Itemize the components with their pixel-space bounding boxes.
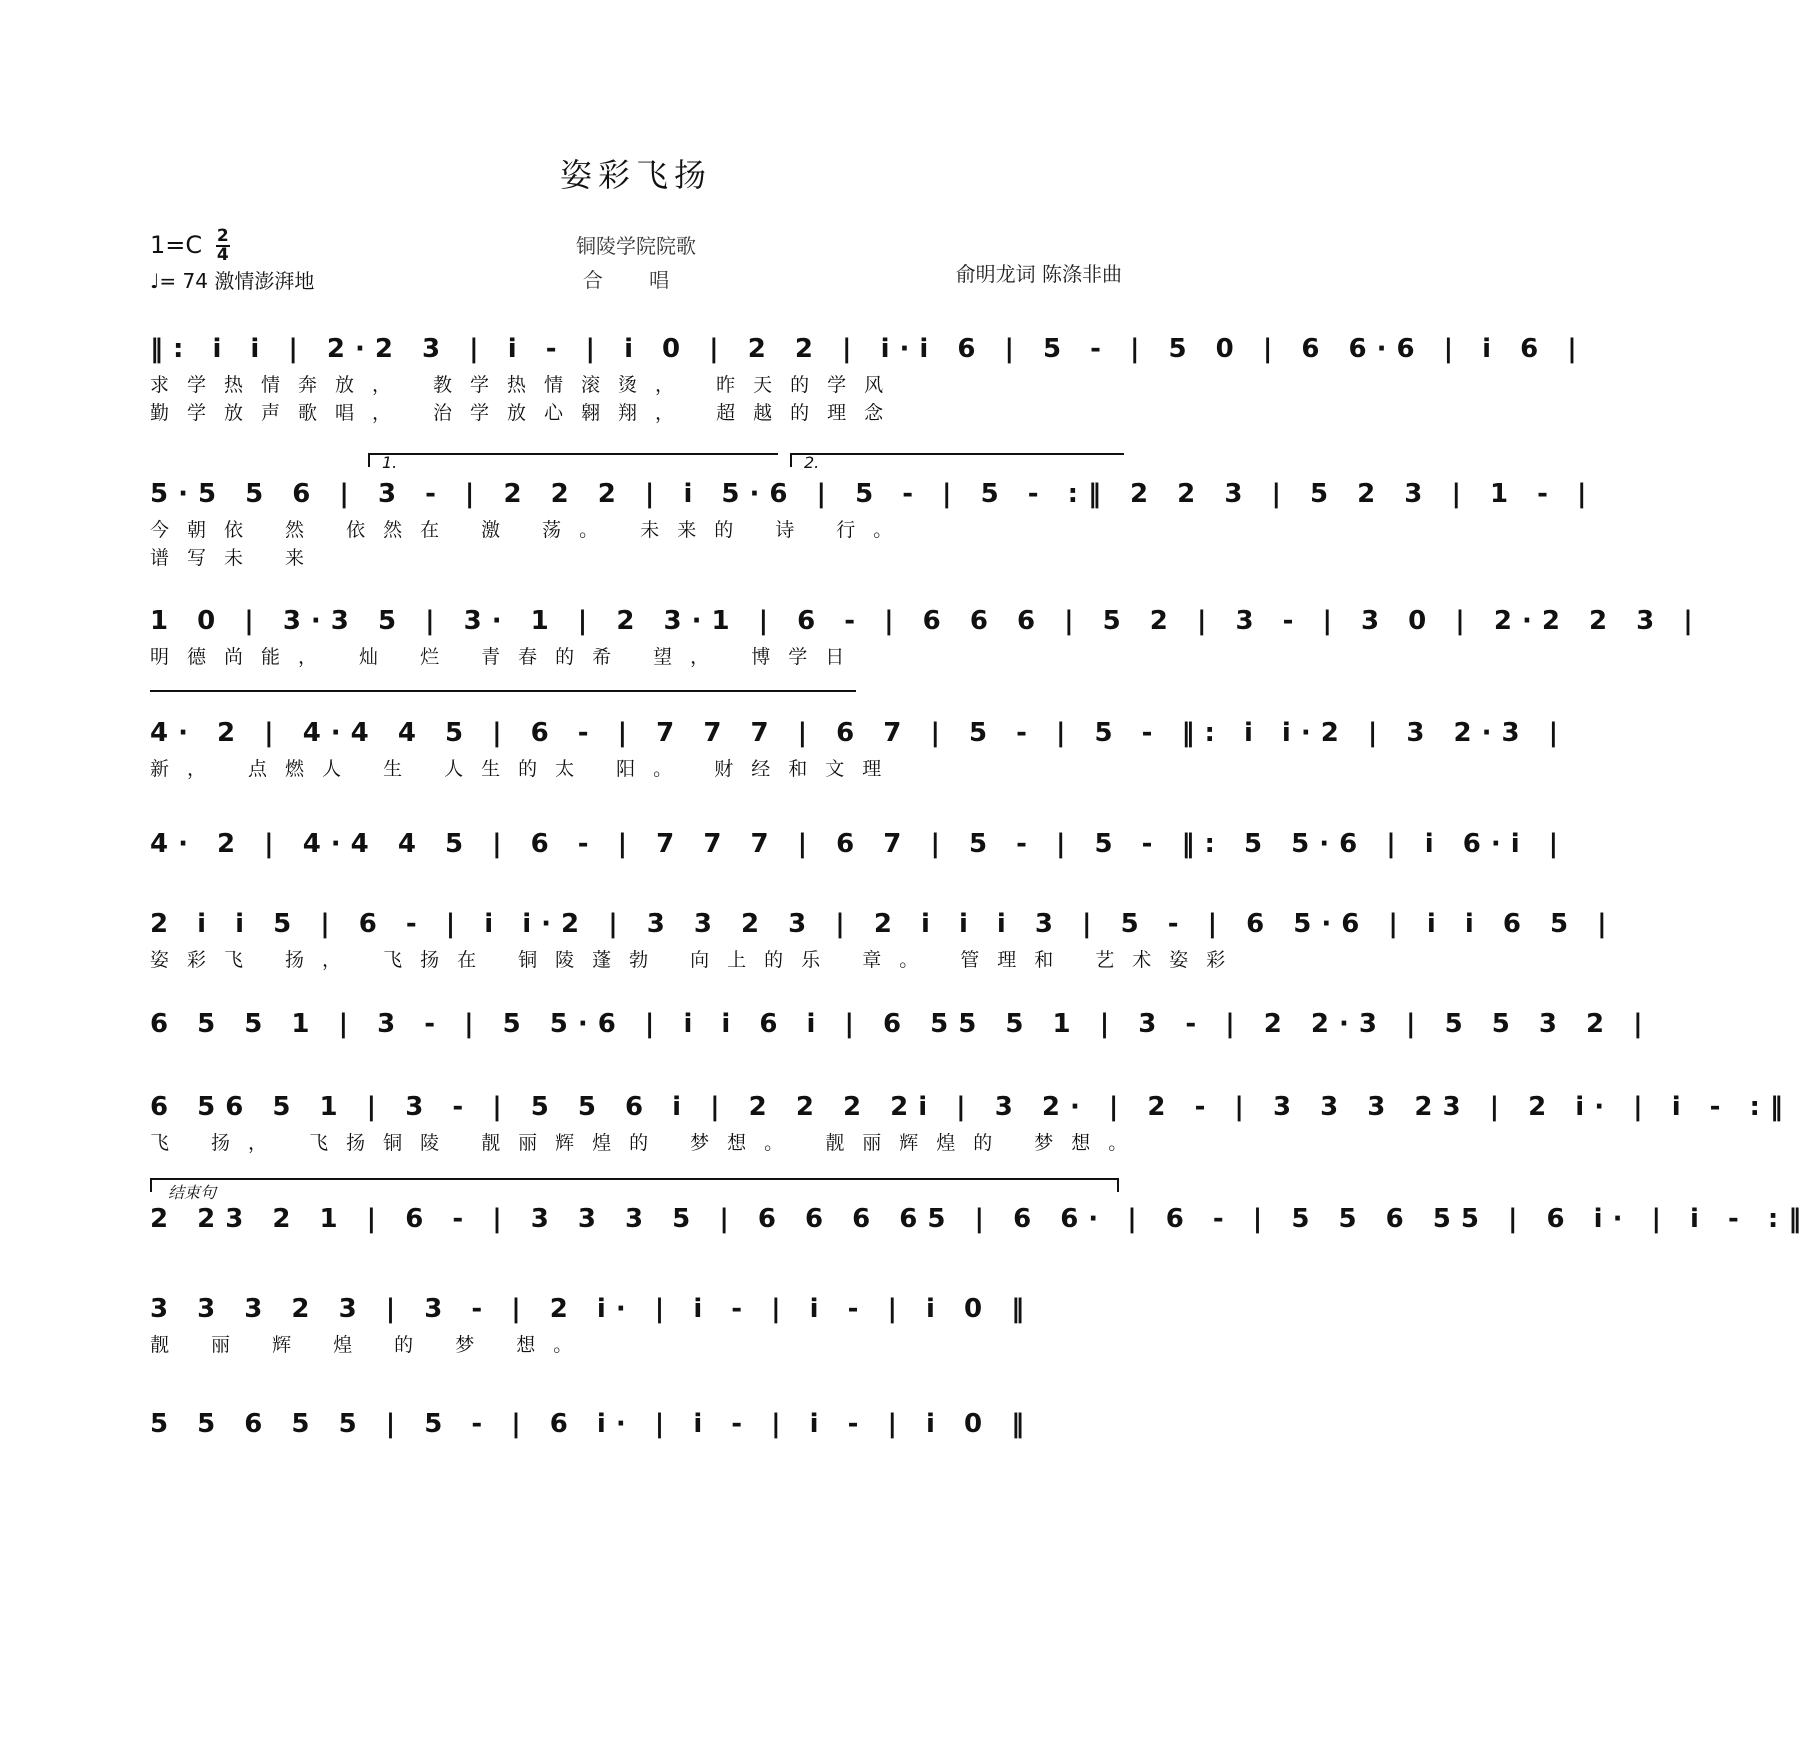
volta-1-bracket [368,453,778,467]
notation: 2 23 2 1 | 6 - | 3 3 3 5 | 6 6 6 65 | 6 6· | 6 - | 5 5 6 55 | 6 i· | i - :‖ [150,1204,1811,1234]
lyric-verse-1: 飞 扬， 飞扬铜陵 靓丽辉煌的 梦想。 靓丽辉煌的 梦想。 [150,1132,1146,1154]
notation: 5·5 5 6 | 3 - | 2 2 2 | i 5·6 | 5 - | 5 - :‖ 2 2 3 | 5 2 3 | 1 - | [150,479,1597,509]
performance-type: 合 唱 [582,268,690,292]
volta-2-bracket [790,453,1124,467]
lyric-verse-1: 靓 丽 辉 煌 的 梦 想。 [150,1334,591,1356]
notation: 6 5 5 1 | 3 - | 5 5·6 | i i 6 i | 6 55 5 1 | 3 - | 2 2·3 | 5 5 3 2 | [150,1009,1653,1039]
notation: 2 i i 5 | 6 - | i i·2 | 3 3 2 3 | 2 i i i 3 | 5 - | 6 5·6 | i i 6 5 | [150,909,1617,939]
time-sig-top: 2 [216,226,229,246]
volta-1-label: 1. [382,453,398,472]
time-sig-bottom: 4 [216,245,229,265]
lyric-verse-1: 姿彩飞 扬， 飞扬在 铜陵蓬勃 向上的乐 章。 管理和 艺术姿彩 [150,949,1244,971]
notation: 3 3 3 2 3 | 3 - | 2 i· | i - | i - | i 0 ‖ [150,1294,1035,1324]
lyric-verse-2: 勤学放声歌唱， 治学放心翱翔， 超越的理念 [150,402,902,424]
song-title: 姿彩飞扬 [559,156,712,194]
score-line-11 [150,1405,1122,1525]
credits: 俞明龙词 陈涤非曲 [955,262,1122,286]
key-text: 1=C [150,231,203,259]
score-line-2 [150,453,1597,595]
coda-bracket [150,1178,1119,1192]
score-line-10 [150,1290,1122,1410]
notation: 6 56 5 1 | 3 - | 5 5 6 i | 2 2 2 2i | 3 2· | 2 - | 3 3 3 23 | 2 i· | i - :‖ [150,1092,1793,1122]
coda-label: 结束句 [168,1183,217,1202]
lyric-verse-1: 新， 点燃人 生 人生的太 阳。 财经和文理 [150,758,900,780]
notation: 4· 2 | 4·4 4 5 | 6 - | 7 7 7 | 6 7 | 5 - | 5 - ‖: i i·2 | 3 2·3 | [150,718,1569,748]
volta-2-label: 2. [804,453,820,472]
notation: 1 0 | 3·3 5 | 3· 1 | 2 3·1 | 6 - | 6 6 6 | 5 2 | 3 - | 3 0 | 2·2 2 3 | [150,606,1703,636]
score-line-1 [150,330,1587,450]
tempo-marking: ♩= 74 激情澎湃地 [150,269,315,293]
score-line-3 [150,602,1703,722]
lyric-verse-1: 求学热情奔放， 教学热情滚烫， 昨天的学风 [150,374,902,396]
notation: 5 5 6 5 5 | 5 - | 6 i· | i - | i - | i 0 ‖ [150,1409,1035,1439]
notation: ‖: i i | 2·2 3 | i - | i 0 | 2 2 | i·i 6 | 5 - | 5 0 | 6 6·6 | i 6 | [150,334,1587,364]
lyric-verse-2: 谱写未 来 [150,547,323,569]
phrase-bracket [150,690,856,704]
score-line-4 [150,714,1569,834]
lyric-verse-1: 今朝依 然 依然在 激 荡。 未来的 诗 行。 [150,519,911,541]
notation: 4· 2 | 4·4 4 5 | 6 - | 7 7 7 | 6 7 | 5 - | 5 - ‖: 5 5·6 | i 6·i | [150,829,1569,859]
lyric-verse-1: 明德尚能， 灿 烂 青春的希 望， 博学日 [150,646,863,668]
subtitle: 铜陵学院院歌 [576,234,696,258]
